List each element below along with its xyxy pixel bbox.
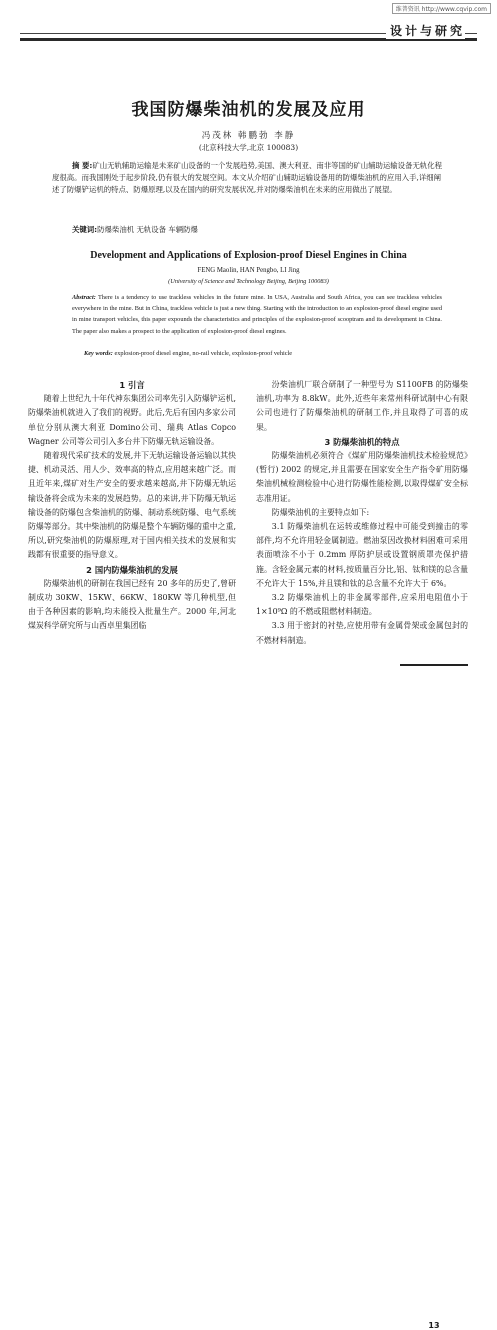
paragraph: 随着上世纪九十年代神东集团公司率先引入防爆铲运机,防爆柴油机就进入了我们的视野。此后,先后有国内多家公司单位分别从澳大利亚 Domino公司、瑞典 Atlas Copco Wagner 公司等公司引入多台井下防爆无轨运输设备。 bbox=[28, 394, 236, 446]
paragraph: 3.3 用于密封的衬垫,应使用带有金属骨架或金属包封的不燃材料制造。 bbox=[256, 621, 468, 645]
section-heading-features: 3 防爆柴油机的特点 bbox=[324, 436, 400, 447]
body-column-right bbox=[256, 378, 468, 648]
authors-en: FENG Maolin, HAN Pengbo, LI Jing bbox=[197, 267, 300, 274]
keywords-label-cn: 关键词: bbox=[72, 225, 98, 234]
paragraph: 3.2 防爆柴油机上的非金属零部件,应采用电阻值小于 1×10⁹Ω 的不燃或阻燃材料制造。 bbox=[256, 593, 468, 617]
keywords-label-en: Key words: bbox=[84, 350, 113, 357]
keywords-cn bbox=[72, 224, 198, 235]
authors-cn: 冯茂林 韩鹏勃 李静 bbox=[201, 131, 296, 141]
section-heading-domestic-development: 2 国内防爆柴油机的发展 bbox=[86, 564, 178, 575]
abstract-cn bbox=[52, 160, 447, 196]
section-heading-introduction: 1 引言 bbox=[119, 380, 145, 390]
paragraph: 汾柴油机厂联合研制了一种型号为 S1100FB 的防爆柴油机,功率为 8.8kW。此外,近些年来常州科研试制中心有限公司也进行了防爆柴油机的研制工作,并且取得了可喜的成果。 bbox=[256, 380, 468, 432]
affiliation-cn: (北京科技大学,北京 100083) bbox=[198, 143, 299, 152]
paragraph: 防爆柴油机的主要特点如下: bbox=[271, 507, 370, 517]
abstract-label-en: Abstract: bbox=[72, 294, 96, 301]
journal-header-bar bbox=[20, 20, 477, 41]
body-column-left bbox=[28, 378, 236, 634]
keywords-en bbox=[84, 350, 292, 357]
section-title: 设计与研究 bbox=[386, 22, 465, 39]
paper-title-cn: 我国防爆柴油机的发展及应用 bbox=[131, 100, 366, 120]
page-number: 13 bbox=[428, 1321, 440, 1330]
abstract-text-cn: 矿山无轨辅助运输是未来矿山设备的一个发展趋势,美国、澳大利亚、南非等国的矿山辅助运输设备无轨化程度很高。而我国刚处于起步阶段,仍有很大的发展空间。本文从介绍矿山辅助运输设备用的防爆柴油机的应用入手,详细阐述了防爆铲运机的特点、防爆原理,以及在国内的研究发展状况,并对防爆柴油机在未来的应用做出了展望。 bbox=[52, 161, 443, 194]
abstract-label-cn: 摘 要: bbox=[72, 161, 93, 170]
keywords-text-en: explosion-proof diesel engine, no-rail vehicle, explosion-proof vehicle bbox=[114, 350, 293, 357]
keywords-text-cn: 防爆柴油机 无轨设备 车辆防爆 bbox=[97, 225, 198, 234]
paragraph: 随着现代采矿技术的发展,井下无轨运输设备运输以其快捷、机动灵活、用人少、效率高的特点,应用越来越广泛。而且近年来,煤矿对生产安全的要求越来越高,井下防爆无轨运输设备将会成为未来的发展趋势。总的来讲,井下防爆无轨运输设备的防爆包含柴油机的防爆、制动系统防爆、电气系统防爆等部分。其中柴油机的防爆是整个车辆防爆的重中之重,所以,研究柴油机的防爆原理,对于国内相关技术的发展和实践都有很重要的指导意义。 bbox=[28, 451, 236, 560]
paragraph: 防爆柴油机必须符合《煤矿用防爆柴油机技术检验规范》(暂行) 2002 的规定,并且需要在国家安全生产指令矿用防爆柴油机械检测检验中心进行防爆性能检测,以取得煤矿安全标志准用证。 bbox=[256, 451, 468, 503]
abstract-en bbox=[72, 292, 442, 337]
page-footer bbox=[400, 664, 468, 1330]
paper-title-en: Development and Applications of Explosion-proof Diesel Engines in China bbox=[90, 250, 407, 261]
affiliation-en: (University of Science and Technology Beijing, Beijing 100083) bbox=[168, 278, 329, 285]
watermark-badge: 维普资讯 http://www.cqvip.com bbox=[392, 3, 491, 14]
abstract-text-en: There is a tendency to use trackless vehicles in the future mine. In USA, Australia and South Africa, you can see trackless vehicles everywhere in the mine. But in China, trackless vehicle is just a new thing. Starting with the introduction to an explosion-proof diesel engine used in mine transport vehicles, this paper expounds the characteristics and principles of the explosion-proof scooptram and its development in China. The paper also makes a prospect to the application of explosion-proof diesel engines. bbox=[72, 294, 442, 335]
paragraph: 防爆柴油机的研制在我国已经有 20 多年的历史了,曾研制成功 30KW、15KW、66KW、180KW 等几种机型,但由于各种因素的影响,均未能投入批量生产。2000 年,河北煤炭科学研究所与山西卓里集团临 bbox=[28, 578, 236, 631]
paragraph: 3.1 防爆柴油机在运转或维修过程中可能受到撞击的零部件,均不允许用轻金属制造。燃油泵因改换材料困难可采用表面喷涂不小于 0.2mm 厚防护层或设置钢质罩壳保护措施。含轻金属元素的材料,按质量百分比,铝、钛和镁的总含量不允许大于 15%,并且镁和钛的总含量不允许大于 6%。 bbox=[256, 522, 468, 588]
